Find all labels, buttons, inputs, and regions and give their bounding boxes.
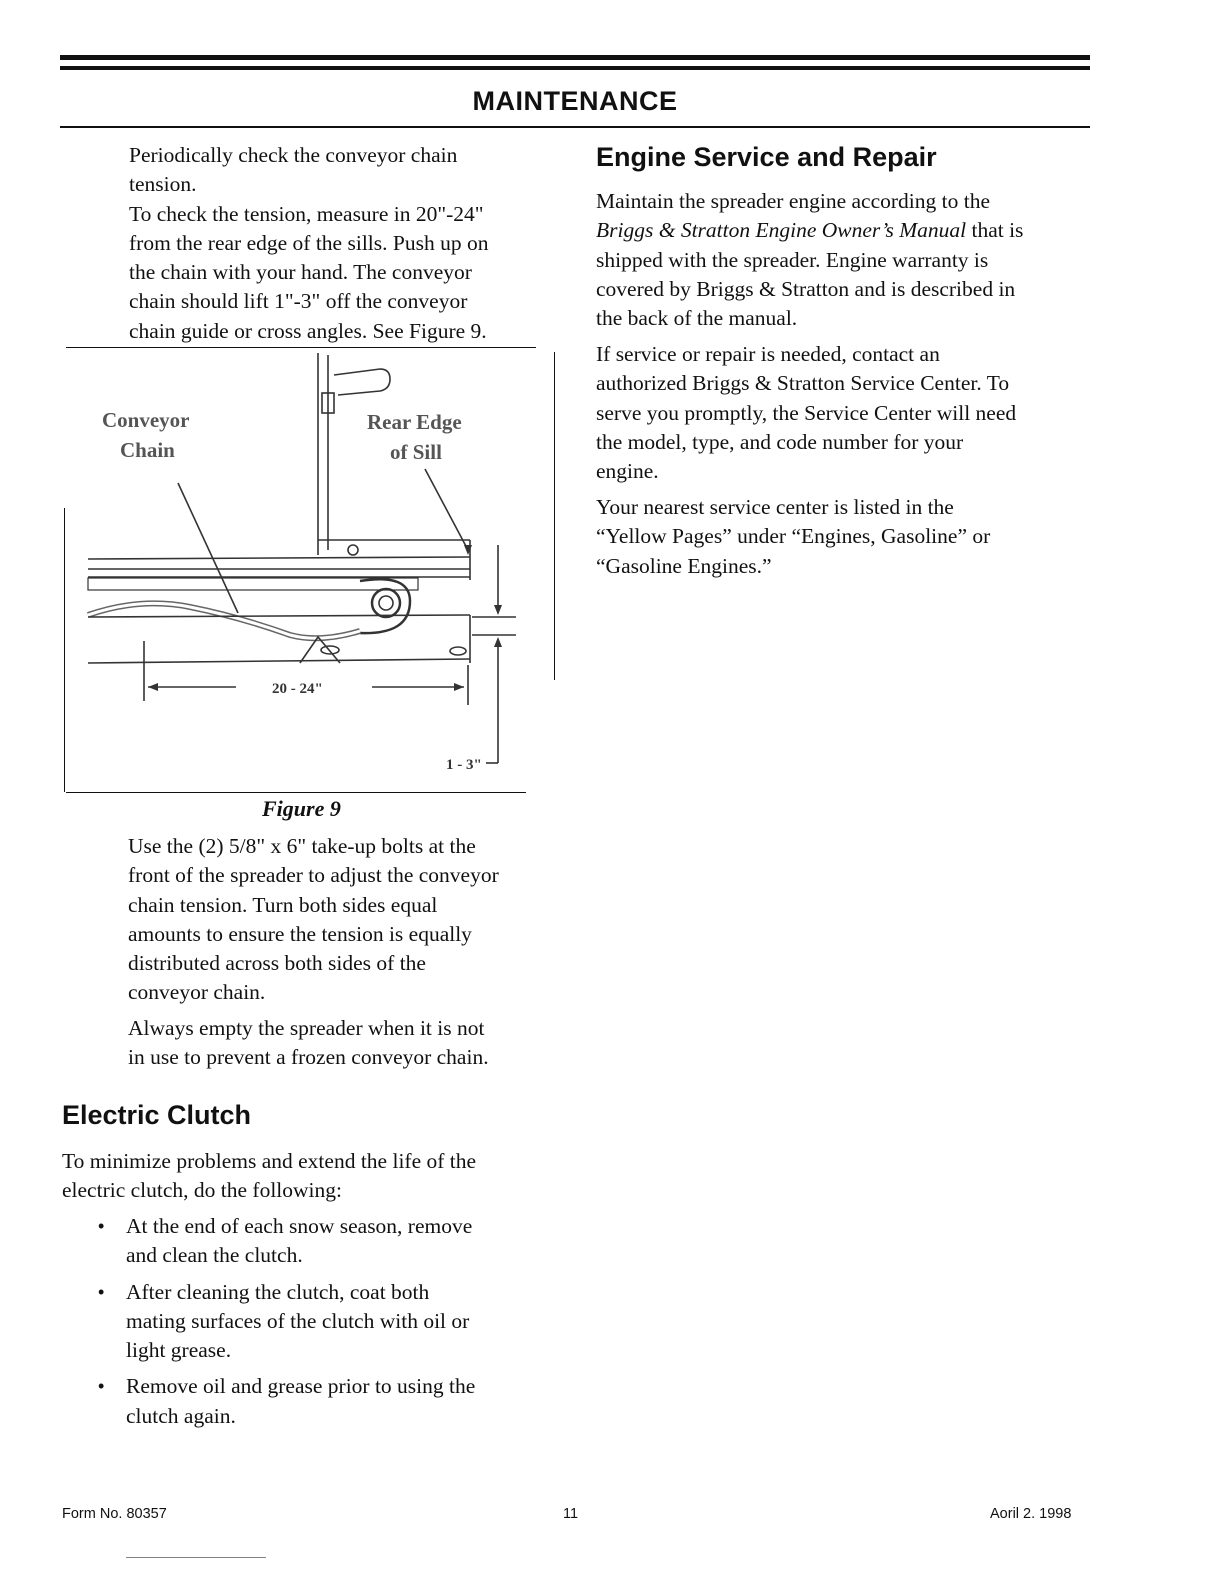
- intro-paragraph: [129, 141, 559, 346]
- section-heading-electric-clutch: Electric Clutch: [62, 1100, 252, 1130]
- conveyor-chain-figure: [60, 345, 530, 790]
- text-line: clutch again.: [126, 1403, 236, 1428]
- text-line: • Remove oil and grease prior to using the: [126, 1374, 476, 1399]
- text-line: and clean the clutch.: [126, 1243, 303, 1268]
- footer-form-number: Form No. 80357: [62, 1506, 167, 1522]
- engine-service-paragraph-1: [596, 187, 1096, 333]
- text-line: chain guide or cross angles. See Figure 9.: [129, 318, 487, 343]
- text-line: chain tension. Turn both sides equal: [128, 892, 438, 917]
- column-divider: [554, 352, 555, 680]
- figure-caption: Figure 9: [262, 796, 341, 821]
- text-line: Always empty the spreader when it is not: [128, 1016, 485, 1040]
- engine-service-paragraph-3: [596, 493, 1096, 581]
- text-line: • At the end of each snow season, remove: [126, 1214, 473, 1238]
- text-line: “Yellow Pages” under “Engines, Gasoline” or: [596, 524, 991, 549]
- text-line: Maintain the spreader engine according to the: [596, 189, 991, 213]
- header-rule-top: [60, 55, 1090, 60]
- text-line: engine.: [596, 459, 659, 484]
- list-item: [64, 1278, 564, 1366]
- dimension-label-horizontal: 20 - 24": [272, 681, 323, 697]
- footer-page-number: 11: [563, 1506, 579, 1522]
- text-line: To minimize problems and extend the life of the: [62, 1149, 477, 1173]
- takeup-paragraph: [128, 832, 568, 1008]
- electric-clutch-intro: [62, 1147, 562, 1206]
- section-heading-engine-service: Engine Service and Repair: [596, 142, 937, 172]
- dimension-label-vertical: 1 - 3": [446, 757, 482, 773]
- text-line: electric clutch, do the following:: [62, 1178, 343, 1203]
- text-line: Your nearest service center is listed in the: [596, 495, 954, 519]
- text-line: amounts to ensure the tension is equally: [128, 921, 472, 946]
- engine-service-paragraph-2: [596, 340, 1096, 486]
- list-item: [64, 1212, 564, 1271]
- text-line: conveyor chain.: [128, 980, 266, 1005]
- text-line: front of the spreader to adjust the conveyor: [128, 863, 499, 888]
- header-rule-bottom: [60, 126, 1090, 128]
- header-rule-second: [60, 66, 1090, 70]
- empty-spreader-paragraph: [128, 1014, 568, 1073]
- text-line: Periodically check the conveyor chain: [129, 143, 458, 167]
- text-line: “Gasoline Engines.”: [596, 553, 772, 578]
- text-fragment: that is: [966, 218, 1024, 243]
- page-title: MAINTENANCE: [472, 86, 678, 116]
- text-line: light grease.: [126, 1338, 232, 1363]
- text-line: • After cleaning the clutch, coat both: [126, 1279, 430, 1304]
- text-line: If service or repair is needed, contact an: [596, 342, 940, 366]
- text-line: To check the tension, measure in 20"-24": [129, 201, 484, 226]
- text-line: Use the (2) 5/8" x 6" take-up bolts at the: [128, 834, 476, 858]
- manual-title: Briggs & Stratton Engine Owner’s Manual: [596, 218, 967, 243]
- electric-clutch-bullets: [64, 1212, 564, 1438]
- text-line: the chain with your hand. The conveyor: [129, 260, 472, 285]
- figure-bottom-rule: [66, 792, 526, 793]
- text-line: chain should lift 1"-3" off the conveyor: [129, 289, 468, 314]
- text-line: [596, 216, 1096, 245]
- text-line: in use to prevent a frozen conveyor chain.: [128, 1045, 489, 1070]
- text-line: tension.: [129, 172, 197, 197]
- figure-label-of-sill: of Sill: [390, 440, 442, 464]
- text-line: distributed across both sides of the: [128, 951, 426, 976]
- list-item: [64, 1372, 564, 1431]
- text-line: from the rear edge of the sills. Push up on: [129, 230, 489, 255]
- text-line: covered by Briggs & Stratton and is described in: [596, 276, 1016, 301]
- text-line: authorized Briggs & Stratton Service Center. To: [596, 371, 1010, 396]
- figure-label-chain: Chain: [120, 438, 175, 462]
- figure-label-rear-edge: Rear Edge: [367, 410, 462, 434]
- text-line: the model, type, and code number for your: [596, 429, 964, 454]
- footer-date: Aoril 2. 1998: [990, 1506, 1072, 1522]
- text-line: the back of the manual.: [596, 306, 798, 331]
- figure-label-conveyor: Conveyor: [102, 408, 190, 432]
- text-line: shipped with the spreader. Engine warranty is: [596, 247, 989, 272]
- footer-accent-rule: [126, 1557, 266, 1558]
- text-line: mating surfaces of the clutch with oil or: [126, 1308, 470, 1333]
- text-line: serve you promptly, the Service Center will need: [596, 400, 1017, 425]
